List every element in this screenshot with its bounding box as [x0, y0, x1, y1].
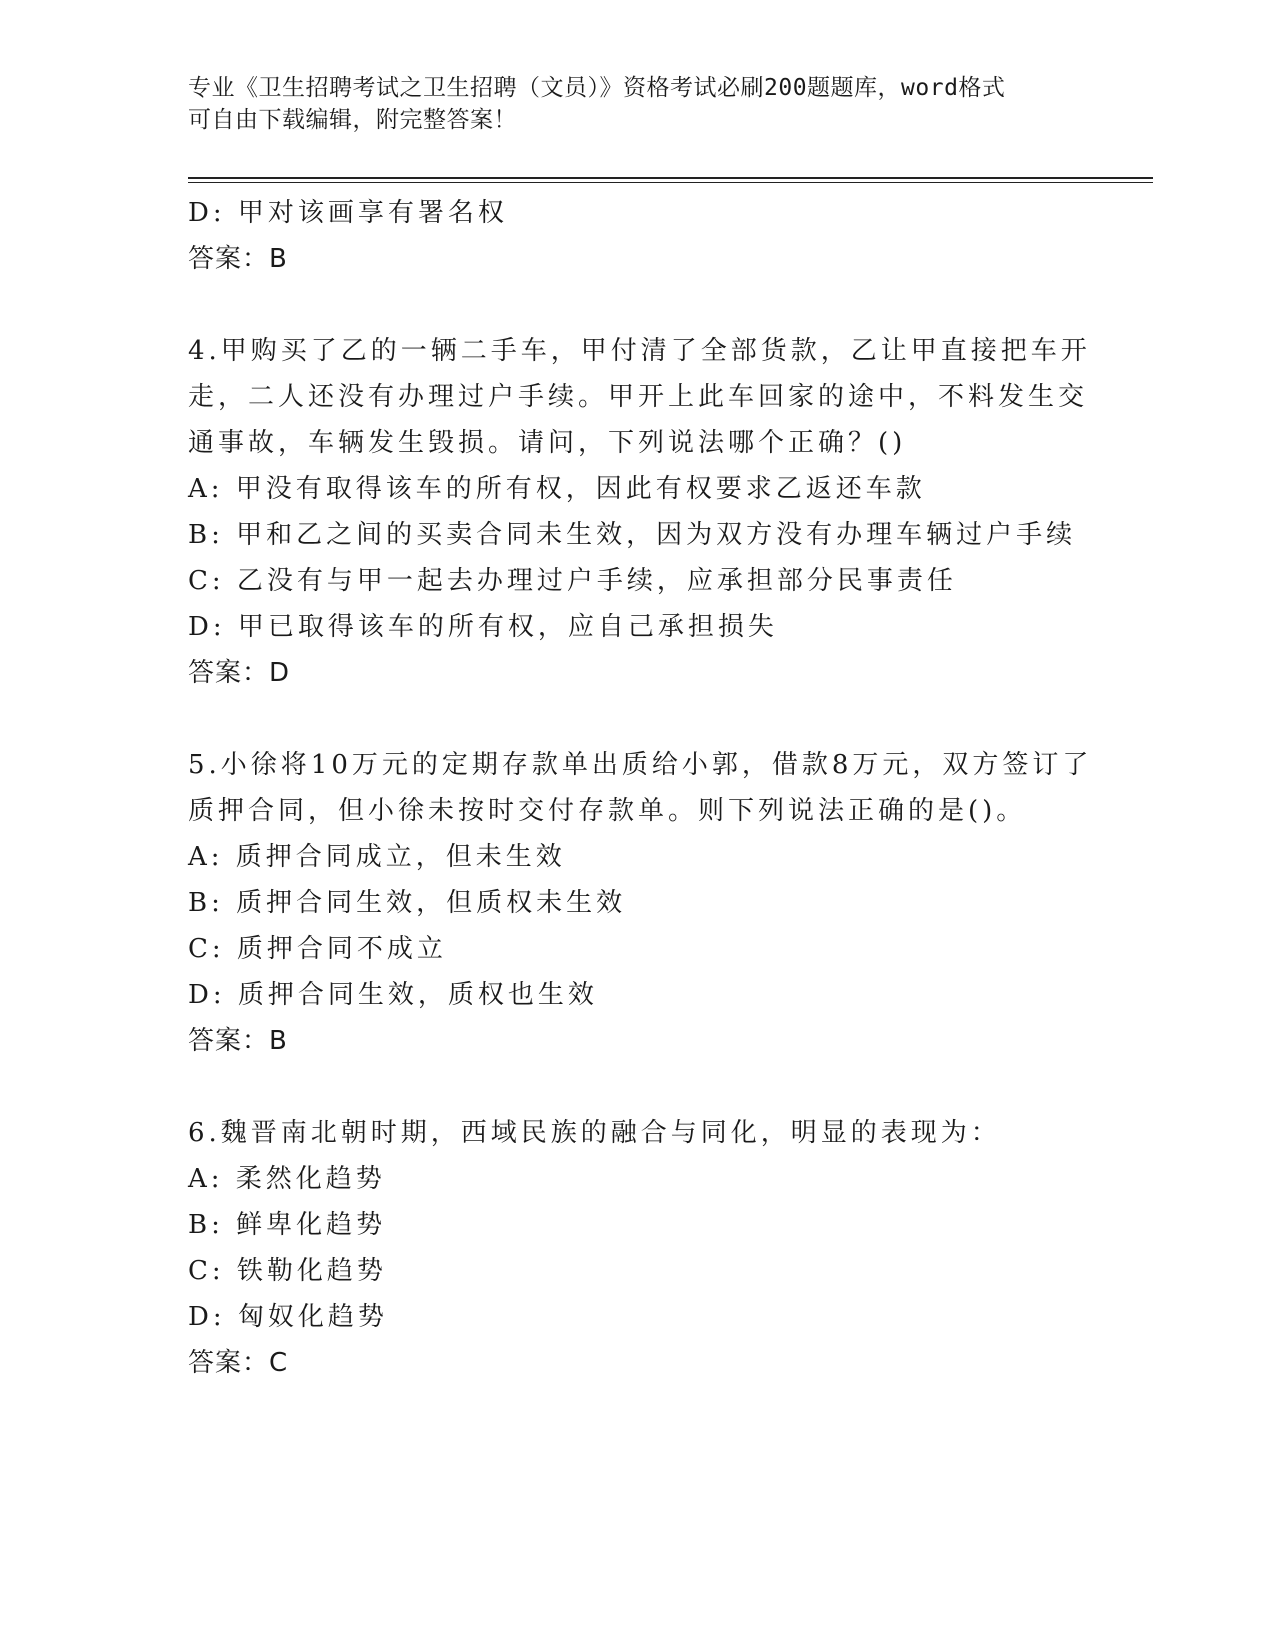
question-6: [188, 1110, 1118, 1386]
option-d: D: 质押合同生效，质权也生效: [188, 980, 598, 1010]
header-title-line-2: 可自由下载编辑，附完整答案！: [188, 107, 517, 133]
option-c: C: 质押合同不成立: [188, 934, 447, 964]
option-b: B: 质押合同生效，但质权未生效: [188, 888, 627, 918]
question-4: [188, 328, 1118, 696]
question-stem-line: 质押合同，但小徐未按时交付存款单。则下列说法正确的是()。: [188, 796, 1027, 826]
question-stem-line: 4.甲购买了乙的一辆二手车，甲付清了全部货款，乙让甲直接把车开: [188, 336, 1091, 366]
option-a: A: 甲没有取得该车的所有权，因此有权要求乙返还车款: [188, 474, 926, 504]
prev-question-answer: 答案：B: [188, 244, 288, 274]
spacer: [188, 282, 1118, 328]
option-b: B: 甲和乙之间的买卖合同未生效，因为双方没有办理车辆过户手续: [188, 520, 1077, 550]
prev-question-option-d: D: 甲对该画享有署名权: [188, 198, 508, 228]
option-a: A: 质押合同成立，但未生效: [188, 842, 566, 872]
option-d: D: 匈奴化趋势: [188, 1302, 388, 1332]
spacer: [188, 696, 1118, 742]
option-c: C: 乙没有与甲一起去办理过户手续，应承担部分民事责任: [188, 566, 957, 596]
question-list: [188, 190, 1118, 1386]
answer-line: 答案：B: [188, 1026, 288, 1056]
option-c: C: 铁勒化趋势: [188, 1256, 387, 1286]
header-title-line-1: 专业《卫生招聘考试之卫生招聘（文员）》资格考试必刷200题题库，word格式: [188, 75, 1006, 101]
question-stem-line: 走，二人还没有办理过户手续。甲开上此车回家的途中，不料发生交: [188, 382, 1089, 412]
option-d: D: 甲已取得该车的所有权，应自己承担损失: [188, 612, 778, 642]
question-stem-line: 通事故，车辆发生毁损。请问，下列说法哪个正确？(): [188, 428, 907, 458]
header-divider-thin: [188, 182, 1153, 183]
option-b: B: 鲜卑化趋势: [188, 1210, 387, 1240]
document-header: [188, 72, 1088, 136]
question-stem-line: 5.小徐将10万元的定期存款单出质给小郭，借款8万元，双方签订了: [188, 750, 1093, 780]
option-a: A: 柔然化趋势: [188, 1164, 386, 1194]
answer-line: 答案：D: [188, 658, 291, 688]
spacer: [188, 1064, 1118, 1110]
question-stem-line: 6.魏晋南北朝时期，西域民族的融合与同化，明显的表现为：: [188, 1118, 1001, 1148]
header-divider-thick: [188, 177, 1153, 179]
answer-line: 答案：C: [188, 1348, 289, 1378]
question-5: [188, 742, 1118, 1064]
